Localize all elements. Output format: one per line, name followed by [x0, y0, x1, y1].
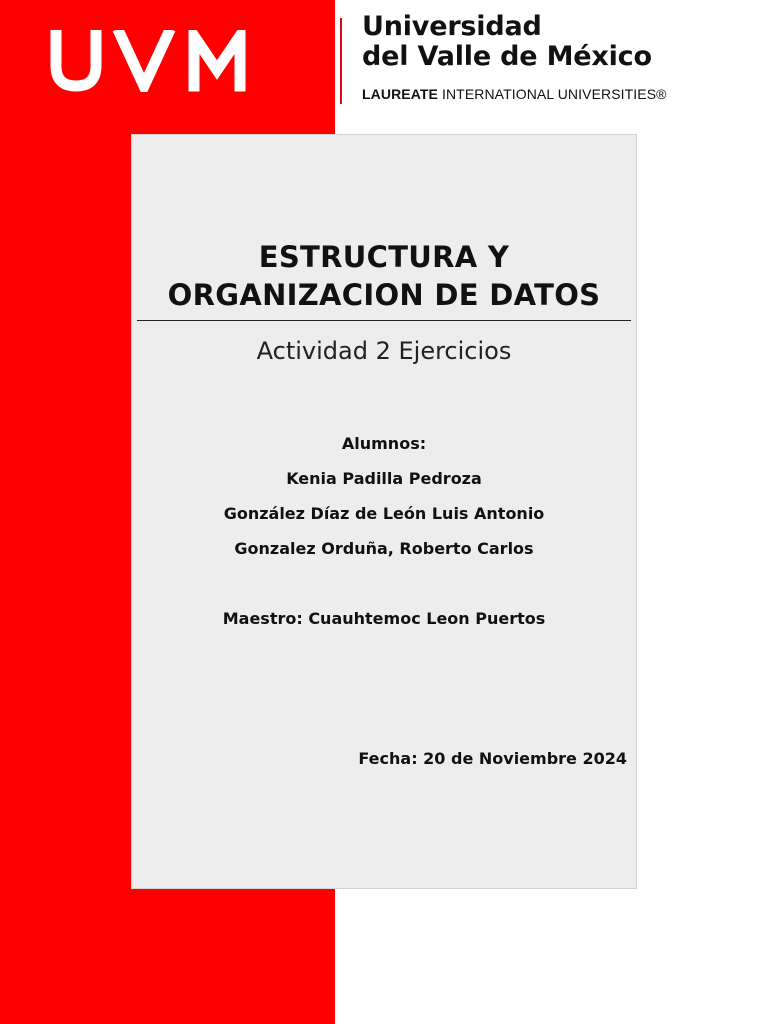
student-name-2: González Díaz de León Luis Antonio [223, 504, 545, 523]
students-label: Alumnos: [341, 434, 427, 453]
brand-divider [340, 18, 342, 104]
university-name-line-2: del Valle de México [362, 41, 652, 72]
laureate-tagline [362, 86, 742, 102]
university-name-line-1: Universidad [362, 11, 542, 42]
uvm-logo [46, 30, 256, 92]
activity-subtitle: Actividad 2 Ejercicios [256, 337, 512, 365]
title-line-1: ESTRUCTURA Y [258, 240, 510, 274]
university-brand-block [362, 12, 742, 102]
student-name-3: Gonzalez Orduña, Roberto Carlos [234, 539, 534, 558]
teacher-line: Maestro: Cuauhtemoc Leon Puertos [222, 609, 546, 628]
cover-card [131, 134, 637, 889]
student-name-1: Kenia Padilla Pedroza [286, 469, 482, 488]
laureate-bold-text: LAUREATE [362, 86, 438, 102]
title-divider [137, 320, 631, 321]
laureate-rest-text: INTERNATIONAL UNIVERSITIES® [437, 86, 667, 102]
date-line: Fecha: 20 de Noviembre 2024 [358, 749, 627, 768]
title-line-2: ORGANIZACION DE DATOS [167, 278, 601, 312]
